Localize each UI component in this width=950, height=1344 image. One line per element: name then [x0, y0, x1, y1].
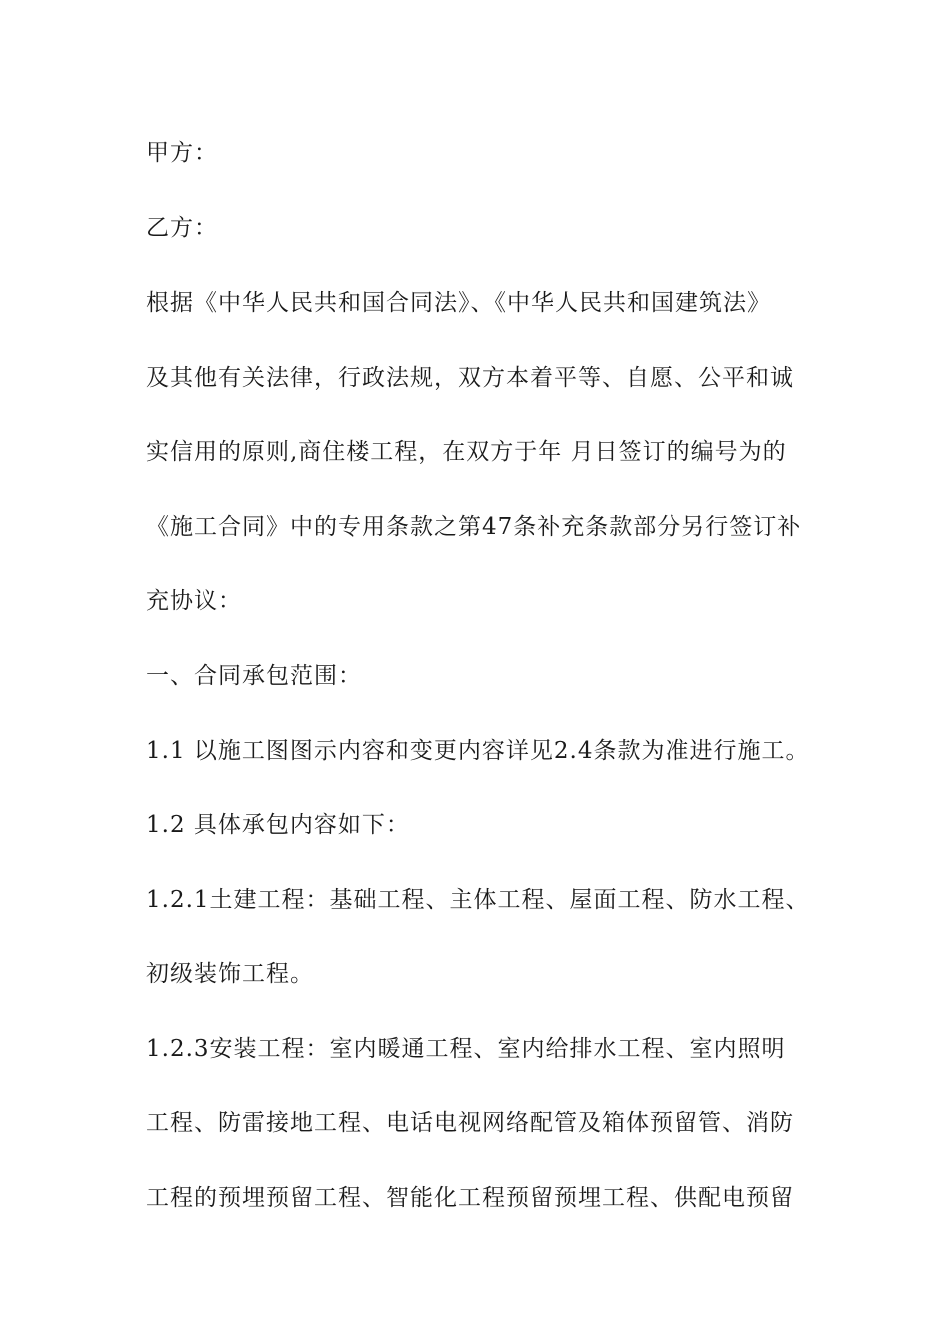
- preamble-line-3: 实信用的原则,商住楼工程，在双方于年 月日签订的编号为的: [146, 439, 787, 465]
- clause-1-2-3-line-2: 工程、防雷接地工程、电话电视网络配管及箱体预留管、消防: [146, 1110, 794, 1136]
- preamble-line-4: 《施工合同》中的专用条款之第47条补充条款部分另行签订补: [146, 514, 802, 540]
- party-a-line: 甲方：: [146, 140, 218, 166]
- preamble-line-2: 及其他有关法律，行政法规，双方本着平等、自愿、公平和诚: [146, 365, 794, 391]
- clause-1-1: 1.1 以施工图图示内容和变更内容详见2.4条款为准进行施工。: [146, 738, 810, 764]
- preamble-line-1: 根据《中华人民共和国合同法》、《中华人民共和国建筑法》: [146, 290, 771, 316]
- section-heading-scope: 一、合同承包范围：: [146, 663, 362, 689]
- clause-1-2-1-line-2: 初级装饰工程。: [146, 961, 314, 987]
- party-b-line: 乙方：: [146, 215, 218, 241]
- clause-1-2-1-line-1: 1.2.1土建工程：基础工程、主体工程、屋面工程、防水工程、: [146, 887, 810, 913]
- clause-1-2: 1.2 具体承包内容如下：: [146, 812, 410, 838]
- clause-1-2-3-line-3: 工程的预埋预留工程、智能化工程预留预埋工程、供配电预留: [146, 1185, 794, 1211]
- preamble-line-5: 充协议：: [146, 588, 242, 614]
- clause-1-2-3-line-1: 1.2.3安装工程：室内暖通工程、室内给排水工程、室内照明: [146, 1036, 786, 1062]
